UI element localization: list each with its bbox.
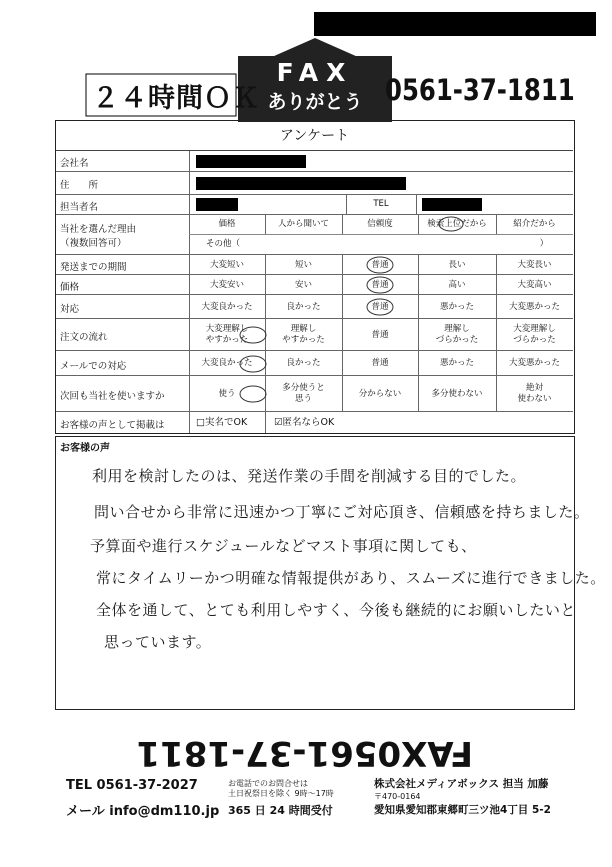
- rating-row-label: 価格: [60, 282, 80, 293]
- rating-option: 絶対 使わない: [517, 383, 552, 404]
- rating-option: 長い: [448, 259, 466, 270]
- address-label: 住 所: [60, 180, 99, 191]
- rating-option: 大変良かった: [201, 301, 253, 312]
- redaction-tel: [422, 198, 482, 211]
- publish-label: お客様の声として掲載は: [60, 420, 165, 431]
- rating-option: 大変悪かった: [508, 358, 560, 368]
- reason-option-trust: 信頼度: [367, 219, 393, 229]
- rating-option: 理解し やすかった: [282, 324, 325, 345]
- handwritten-circle: [421, 215, 481, 233]
- rating-option: 大変安い: [209, 279, 244, 290]
- customer-voice-box: [55, 436, 606, 710]
- rating-option: 普通: [371, 301, 389, 312]
- company-row: [56, 151, 573, 172]
- rating-option: 大変理解し やすかった: [205, 324, 249, 345]
- rating-row: [56, 351, 573, 376]
- reason-row: [56, 215, 573, 255]
- rating-option: 普通: [371, 259, 389, 270]
- rating-row-label: メールでの対応: [60, 360, 127, 372]
- reason-other: その他（: [206, 239, 241, 249]
- inverted-fax-number: FAX0561-37-1811: [136, 733, 473, 773]
- voice-line: 思っています。: [104, 633, 212, 651]
- footer-tel: TEL 0561-37-2027: [66, 778, 198, 793]
- company-label: 会社名: [60, 158, 89, 169]
- redaction-company: [196, 155, 306, 168]
- rating-row: [56, 255, 573, 275]
- footer-inquiry-line2: 土日祝祭日を除く 9時〜17時: [228, 789, 334, 798]
- rating-option: 大変長い: [517, 259, 552, 270]
- rating-option: 高い: [448, 279, 466, 290]
- rating-row-label: 注文の流れ: [60, 332, 108, 343]
- rating-row-label: 対応: [60, 304, 80, 315]
- survey-title: アンケート: [56, 121, 573, 151]
- person-row: [56, 195, 573, 215]
- rating-option: 普通: [371, 279, 389, 290]
- footer-inquiry-line1: お電話でのお問合せは: [228, 779, 308, 788]
- rating-option: 大変悪かった: [508, 301, 560, 312]
- handwritten-circle: [233, 354, 273, 374]
- handwritten-circle: [360, 255, 400, 275]
- rating-option: 良かった: [286, 301, 321, 312]
- rating-option: 分からない: [358, 388, 402, 399]
- reason-option-referral-person: 人から聞いて: [277, 219, 329, 229]
- redaction-person: [196, 198, 238, 211]
- header-phone: 0561-37-1811: [385, 73, 575, 107]
- rating-option: 悪かった: [439, 301, 474, 312]
- rating-option: 普通: [371, 329, 389, 340]
- voice-line: 予算面や進行スケジュールなどマスト事項に関しても、: [90, 537, 477, 555]
- rating-option: 多分使わない: [431, 388, 483, 399]
- survey-table: [55, 120, 575, 434]
- reason-label: 当社を選んだ理由: [60, 224, 137, 235]
- rating-option: 多分使うと 思う: [282, 383, 325, 404]
- footer-address: 愛知県愛知郡東郷町三ツ池4丁目 5-2: [374, 804, 551, 816]
- handwritten-circle: [360, 297, 400, 317]
- rating-option: 普通: [371, 358, 389, 368]
- voice-line: 利用を検討したのは、発送作業の手間を削減する目的でした。: [92, 467, 527, 485]
- redaction-address: [196, 177, 406, 190]
- person-label: 担当者名: [60, 202, 99, 213]
- handwritten-circle: [360, 275, 400, 295]
- rating-option: 理解し づらかった: [435, 324, 479, 345]
- reason-option-search: 検索上位だから: [427, 219, 487, 229]
- rating-row-label: 次回も当社を使いますか: [60, 391, 165, 402]
- rating-row-label: 発送までの期間: [60, 262, 127, 273]
- tel-label: TEL: [373, 199, 389, 209]
- handwritten-circle: [233, 384, 273, 404]
- reason-sub: （複数回答可）: [60, 238, 127, 249]
- footer-zip: 〒470-0164: [374, 792, 421, 801]
- rating-row: [56, 275, 573, 295]
- address-row: [56, 172, 573, 195]
- rating-option: 大変高い: [517, 279, 552, 290]
- rating-option: 大変良かった: [201, 358, 253, 368]
- rating-option: 使う: [218, 388, 236, 399]
- rating-option: 短い: [294, 259, 312, 270]
- footer-mail: メール info@dm110.jp: [66, 804, 220, 819]
- thanks-text: ありがとう: [267, 91, 363, 113]
- rating-option: 安い: [294, 279, 312, 290]
- voice-line: 常にタイムリーかつ明確な情報提供があり、スムーズに進行できました。: [96, 569, 606, 587]
- rating-row: [56, 376, 573, 412]
- rating-option: 良かった: [286, 358, 321, 368]
- handwritten-circle: [233, 325, 273, 345]
- footer-company: 株式会社メディアボックス 担当 加藤: [374, 778, 549, 790]
- rating-option: 大変短い: [209, 259, 244, 270]
- rating-row: [56, 295, 573, 319]
- rating-option: 大変理解し づらかった: [513, 324, 556, 345]
- reason-option-introduction: 紹介だから: [513, 219, 556, 229]
- voice-line: 問い合せから非常に迅速かつ丁寧にご対応頂き、信頼感を持ちました。: [94, 503, 590, 521]
- footer-hours: 365 日 24 時間受付: [228, 804, 333, 817]
- rating-row: [56, 319, 573, 351]
- rating-option: 悪かった: [439, 358, 474, 368]
- real-name-checkbox: □実名でOK: [196, 417, 248, 428]
- hours-ok-text: ２４時間ＯＫ: [92, 83, 260, 114]
- reason-other-close: ）: [539, 239, 549, 249]
- voice-line: 全体を通して、とても利用しやすく、今後も継続的にお願いしたいと: [96, 601, 576, 619]
- publish-row: [56, 412, 573, 433]
- customer-voice-label: お客様の声: [60, 443, 110, 454]
- anonymous-checkbox: ☑匿名ならOK: [274, 417, 335, 428]
- reason-option-price: 価格: [218, 219, 236, 229]
- fax-title: FAX: [276, 58, 354, 87]
